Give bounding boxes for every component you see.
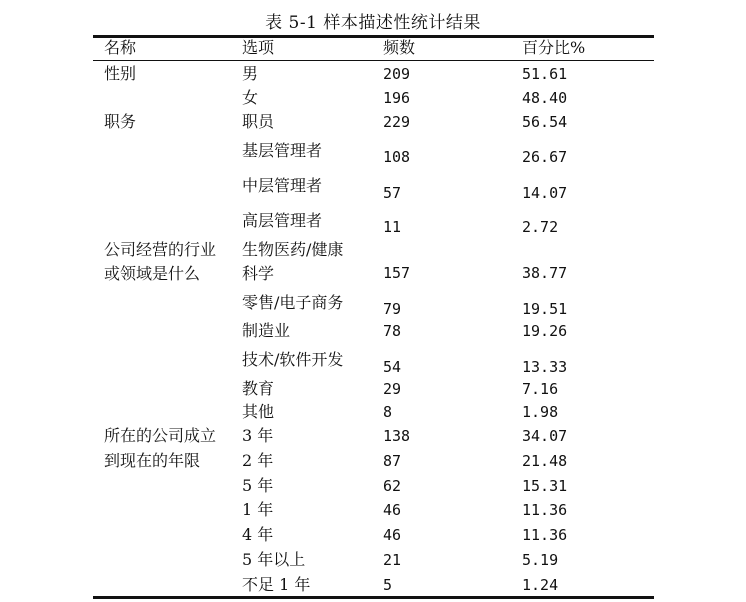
row-percent: 1.98 bbox=[522, 403, 559, 421]
row-frequency: 46 bbox=[383, 526, 402, 544]
row-option: 2 年 bbox=[242, 451, 274, 470]
row-percent: 13.33 bbox=[522, 358, 568, 376]
row-frequency: 78 bbox=[383, 322, 402, 340]
header-frequency: 频数 bbox=[383, 38, 416, 57]
row-option: 女 bbox=[242, 88, 259, 107]
row-percent: 26.67 bbox=[522, 148, 568, 166]
row-frequency: 21 bbox=[383, 551, 402, 569]
row-option: 高层管理者 bbox=[242, 211, 323, 230]
row-option: 男 bbox=[242, 64, 259, 83]
row-percent: 21.48 bbox=[522, 452, 568, 470]
row-percent: 2.72 bbox=[522, 218, 559, 236]
row-percent: 19.51 bbox=[522, 300, 568, 318]
row-option: 其他 bbox=[242, 402, 275, 421]
row-frequency: 79 bbox=[383, 300, 402, 318]
header-rule bbox=[93, 60, 654, 61]
group-label-industry-line1: 公司经营的行业 bbox=[104, 240, 217, 259]
row-frequency: 57 bbox=[383, 184, 402, 202]
row-percent: 19.26 bbox=[522, 322, 568, 340]
row-option: 中层管理者 bbox=[242, 176, 323, 195]
row-option: 技术/软件开发 bbox=[242, 350, 344, 369]
row-option: 生物医药/健康 bbox=[242, 240, 344, 259]
row-percent: 34.07 bbox=[522, 427, 568, 445]
row-option: 3 年 bbox=[242, 426, 274, 445]
row-percent: 7.16 bbox=[522, 380, 559, 398]
row-option: 职员 bbox=[242, 112, 275, 131]
row-percent: 38.77 bbox=[522, 264, 568, 282]
row-percent: 1.24 bbox=[522, 576, 559, 594]
row-frequency: 5 bbox=[383, 576, 393, 594]
row-frequency: 138 bbox=[383, 427, 411, 445]
row-option-line2: 科学 bbox=[242, 264, 275, 283]
row-frequency: 108 bbox=[383, 148, 411, 166]
row-percent: 56.54 bbox=[522, 113, 568, 131]
group-label-years-line1: 所在的公司成立 bbox=[104, 426, 217, 445]
row-percent: 11.36 bbox=[522, 501, 568, 519]
row-percent: 48.40 bbox=[522, 89, 568, 107]
row-frequency: 11 bbox=[383, 218, 402, 236]
header-name: 名称 bbox=[104, 38, 137, 57]
row-option: 基层管理者 bbox=[242, 141, 323, 160]
bottom-rule bbox=[93, 596, 654, 599]
group-label-gender: 性别 bbox=[104, 64, 137, 83]
row-option: 5 年以上 bbox=[242, 550, 306, 569]
row-option: 零售/电子商务 bbox=[242, 293, 344, 312]
group-label-position: 职务 bbox=[104, 112, 137, 131]
row-frequency: 8 bbox=[383, 403, 393, 421]
table-caption: 表 5-1 样本描述性统计结果 bbox=[265, 13, 481, 33]
row-frequency: 229 bbox=[383, 113, 411, 131]
header-percent: 百分比% bbox=[522, 38, 586, 57]
group-label-years-line2: 到现在的年限 bbox=[104, 451, 201, 470]
row-option: 制造业 bbox=[242, 321, 291, 340]
row-option: 4 年 bbox=[242, 525, 274, 544]
header-option: 选项 bbox=[242, 38, 275, 57]
row-frequency: 29 bbox=[383, 380, 402, 398]
row-frequency: 87 bbox=[383, 452, 402, 470]
row-frequency: 46 bbox=[383, 501, 402, 519]
group-label-industry-line2: 或领域是什么 bbox=[104, 264, 201, 283]
row-percent: 11.36 bbox=[522, 526, 568, 544]
row-percent: 51.61 bbox=[522, 65, 568, 83]
row-frequency: 196 bbox=[383, 89, 411, 107]
row-frequency: 54 bbox=[383, 358, 402, 376]
row-option: 1 年 bbox=[242, 500, 274, 519]
row-frequency: 209 bbox=[383, 65, 411, 83]
row-frequency: 62 bbox=[383, 477, 402, 495]
row-percent: 15.31 bbox=[522, 477, 568, 495]
row-option: 教育 bbox=[242, 379, 275, 398]
row-option: 不足 1 年 bbox=[242, 575, 311, 594]
row-option: 5 年 bbox=[242, 476, 274, 495]
row-frequency: 157 bbox=[383, 264, 411, 282]
row-percent: 14.07 bbox=[522, 184, 568, 202]
row-percent: 5.19 bbox=[522, 551, 559, 569]
